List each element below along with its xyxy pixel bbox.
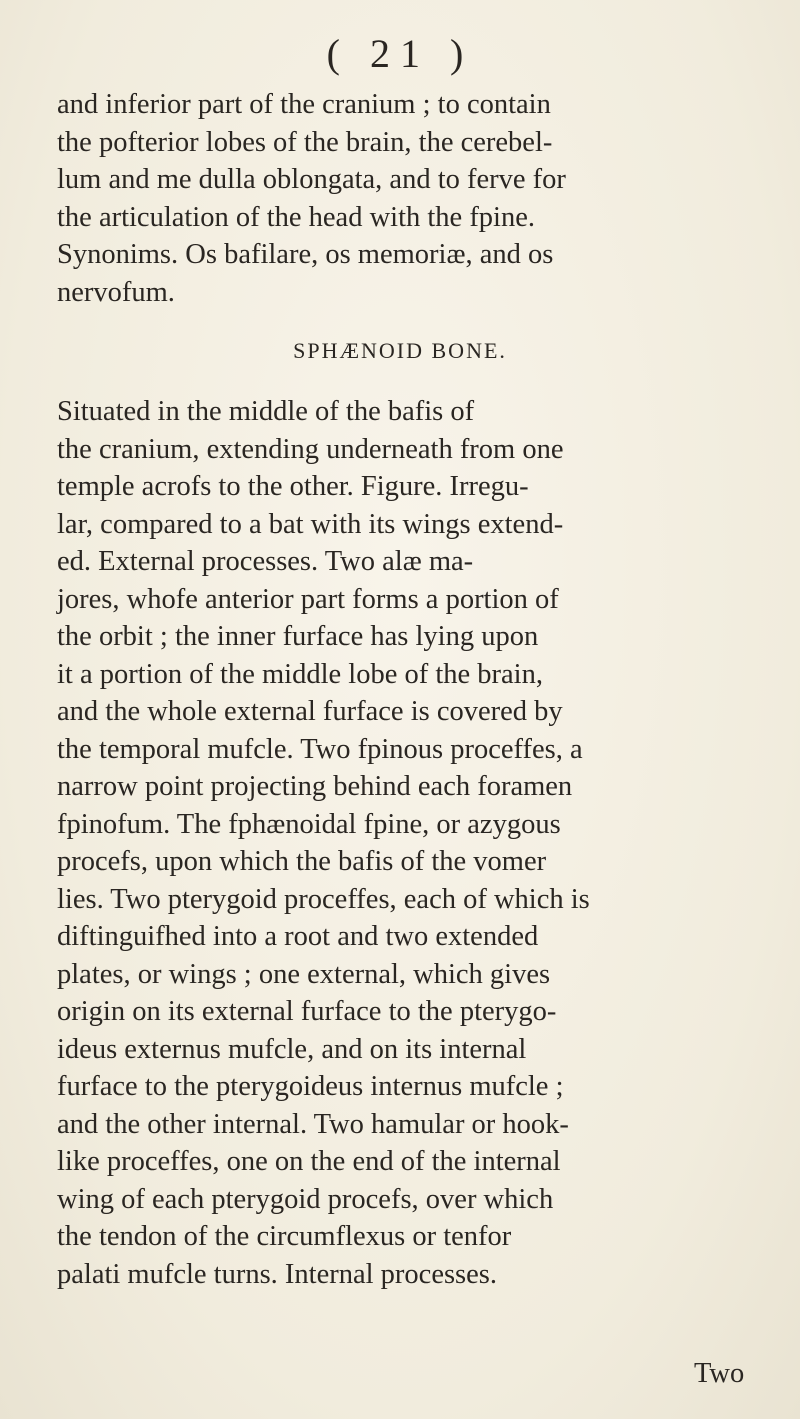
text-line: diftinguifhed into a root and two extended	[57, 921, 539, 952]
page-number: ( 21 )	[326, 31, 474, 76]
paragraph-sphaenoid-bone	[57, 393, 767, 1293]
text-line: lies. Two pterygoid proceffes, each of which is	[57, 883, 590, 915]
section-heading: SPHÆNOID BONE.	[293, 338, 507, 363]
text-line: furface to the pterygoideus internus mufcle ;	[57, 1071, 564, 1102]
text-line: the temporal mufcle. Two fpinous proceffes, a	[57, 733, 583, 765]
text-line: lar, compared to a bat with its wings extend-	[57, 508, 564, 540]
text-line: it a portion of the middle lobe of the brain,	[57, 658, 543, 690]
text-line: Synonims. Os bafilare, os memoriæ, and os	[57, 239, 554, 270]
text-line: palati mufcle turns. Internal processes.	[57, 1258, 498, 1290]
text-line: origin on its external furface to the pterygo-	[57, 996, 557, 1027]
text-line: like proceffes, one on the end of the internal	[57, 1146, 561, 1177]
text-line: fpinofum. The fphænoidal fpine, or azygous	[57, 808, 561, 840]
text-line: and the whole external furface is covered by	[57, 696, 563, 727]
text-line: the pofterior lobes of the brain, the cerebel-	[57, 126, 553, 158]
text-line: jores, whofe anterior part forms a portion of	[57, 583, 559, 615]
text-line: narrow point projecting behind each foramen	[57, 771, 573, 802]
text-line: the articulation of the head with the fpine.	[57, 201, 536, 233]
catchword: Two	[694, 1358, 745, 1389]
text-line: and the other internal. Two hamular or hook-	[57, 1108, 569, 1140]
text-line: Situated in the middle of the bafis of	[57, 396, 475, 427]
text-line: and inferior part of the cranium ; to contain	[57, 89, 551, 120]
text-line: nervofum.	[57, 276, 175, 308]
paragraph-occipital-continuation	[57, 86, 767, 311]
text-line: the cranium, extending underneath from one	[57, 433, 564, 465]
text-line: procefs, upon which the bafis of the vomer	[57, 846, 547, 877]
text-line: the tendon of the circumflexus or tenfor	[57, 1221, 512, 1252]
text-line: ideus externus mufcle, and on its internal	[57, 1033, 527, 1065]
text-line: ed. External processes. Two alæ ma-	[57, 546, 474, 577]
text-line: temple acrofs to the other. Figure. Irregu-	[57, 471, 529, 502]
text-line: the orbit ; the inner furface has lying upon	[57, 621, 539, 652]
text-line: lum and me dulla oblongata, and to ferve for	[57, 164, 566, 195]
text-line: plates, or wings ; one external, which gives	[57, 958, 551, 990]
text-line: wing of each pterygoid procefs, over which	[57, 1183, 554, 1215]
